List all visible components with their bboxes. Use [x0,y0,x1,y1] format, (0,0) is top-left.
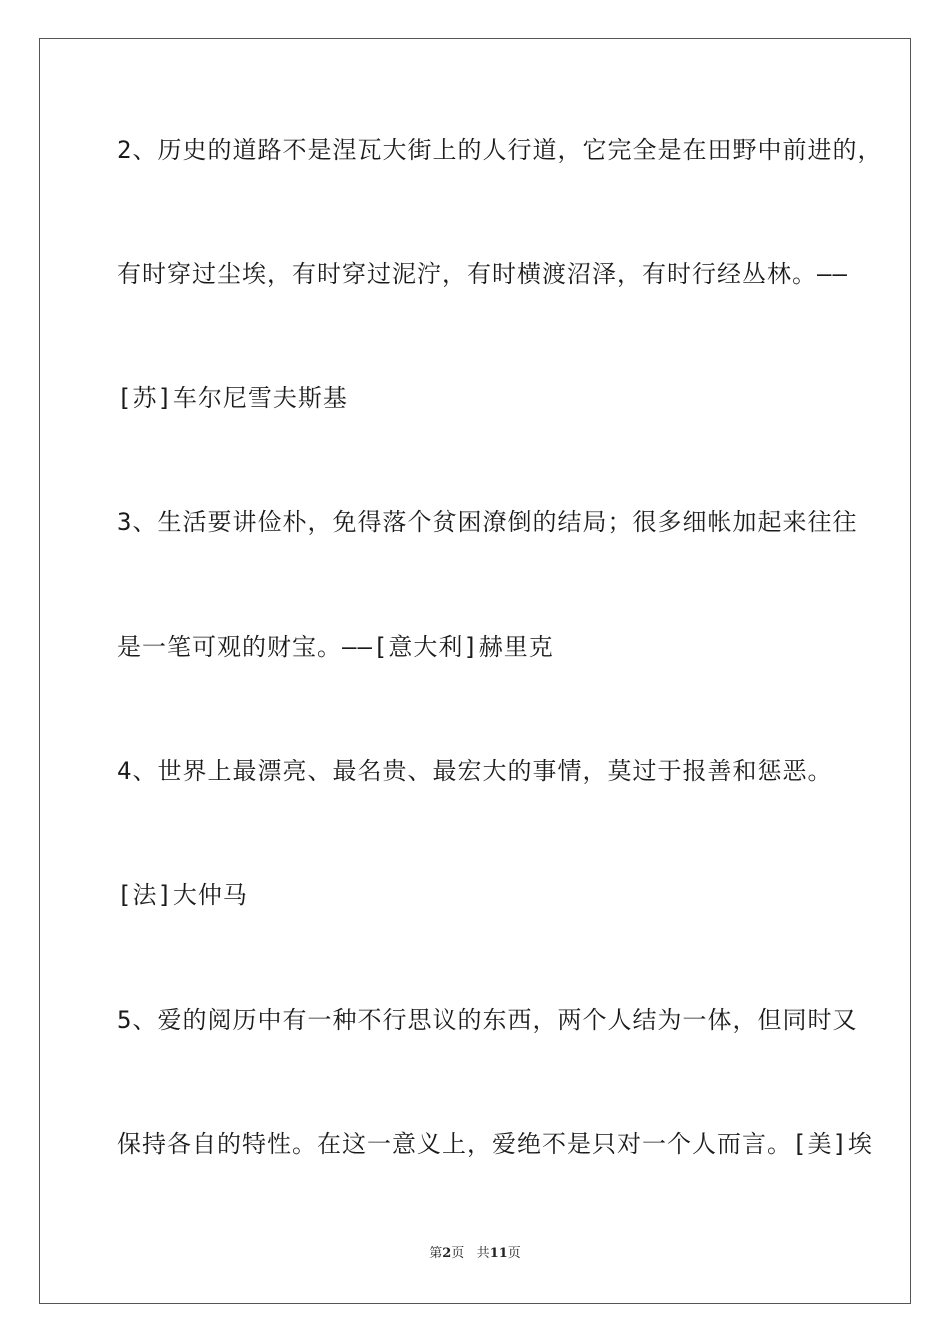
total-pages: 11 [489,1246,508,1261]
text-line-6: 4、世界上最漂亮、最名贵、最宏大的事情，莫过于报善和惩恶。 [117,757,833,785]
page-suffix: 页 [451,1246,465,1261]
text-line-7: [法]大仲马 [117,881,248,909]
page-prefix: 第 [429,1246,443,1261]
total-prefix: 共 [476,1246,490,1261]
text-line-9: 保持各自的特性。在这一意义上，爱绝不是只对一个人而言。[美]埃 [117,1130,873,1158]
text-line-5: 是一笔可观的财宝。——[意大利]赫里克 [117,633,554,661]
text-line-8: 5、爱的阅历中有一种不行思议的东西，两个人结为一体，但同时又 [117,1006,858,1034]
page-border [39,38,911,1304]
page-footer [0,1246,950,1262]
text-line-2: 有时穿过尘埃，有时穿过泥泞，有时横渡沼泽，有时行经丛林。—— [117,260,848,288]
text-line-4: 3、生活要讲俭朴，免得落个贫困潦倒的结局；很多细帐加起来往往 [117,508,858,536]
page-number: 2 [442,1246,452,1261]
total-suffix: 页 [507,1246,521,1261]
text-line-3: [苏]车尔尼雪夫斯基 [117,384,348,412]
text-line-1: 2、历史的道路不是涅瓦大街上的人行道，它完全是在田野中前进的， [117,136,883,164]
